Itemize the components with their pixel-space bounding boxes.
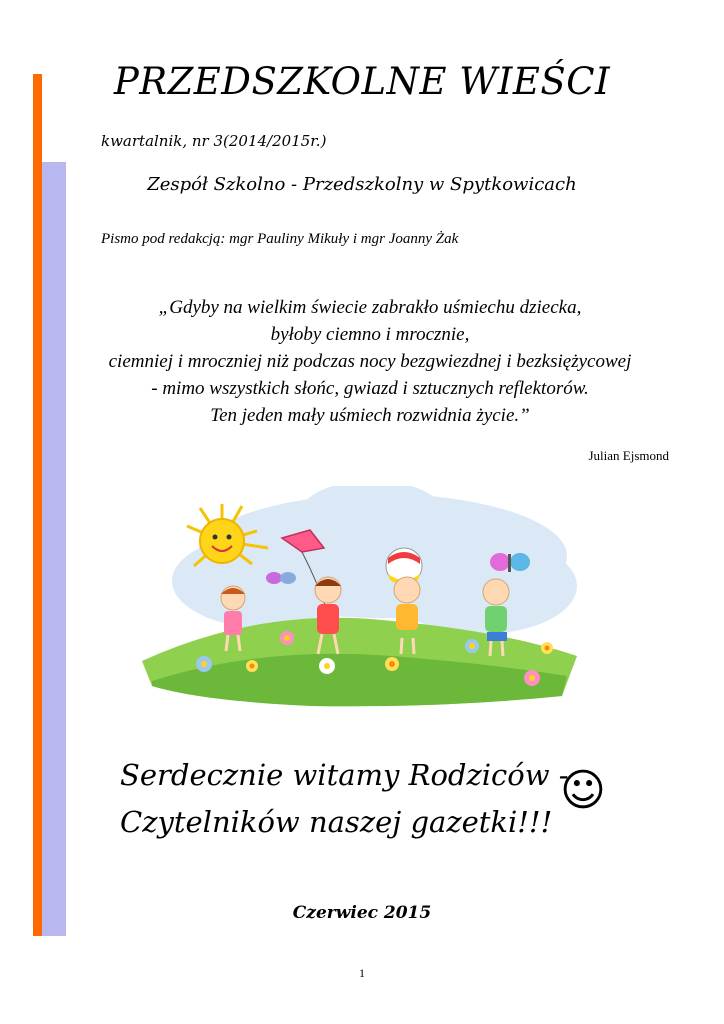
welcome-line: Czytelników naszej gazetki!!! — [120, 805, 553, 839]
welcome-message — [120, 752, 569, 846]
butterfly-icon — [490, 553, 530, 572]
lavender-side-bar — [42, 162, 66, 936]
issue-info: kwartalnik, nr 3(2014/2015r.) — [101, 132, 327, 150]
quote-author: Julian Ejsmond — [588, 448, 669, 463]
school-name: Zespół Szkolno - Przedszkolny w Spytkowicach — [147, 174, 577, 195]
quote-line: „Gdyby na wielkim świecie zabrakło uśmiechu dziecka, — [158, 297, 582, 318]
page-number: 1 — [359, 966, 365, 980]
orange-side-bar — [33, 74, 42, 936]
quote-line: byłoby ciemno i mrocznie, — [270, 324, 470, 345]
quote-line: Ten jeden mały uśmiech rozwidnia życie.” — [210, 405, 530, 426]
quote-block — [60, 294, 680, 429]
quote-line: ciemniej i mroczniej niż podczas nocy bezgwiezdnej i bezksiężycowej — [108, 351, 632, 372]
smiley-icon: ☺ — [560, 765, 606, 816]
quote-line: - mimo wszystkich słońc, gwiazd i sztucznych reflektorów. — [151, 378, 589, 399]
page-title: PRZEDSZKOLNE WIEŚCI — [113, 60, 611, 103]
issue-date: Czerwiec 2015 — [292, 903, 432, 923]
editors-line: Pismo pod redakcją: mgr Pauliny Mikuły i mgr Joanny Żak — [101, 231, 459, 247]
welcome-line: Serdecznie witamy Rodziców - — [120, 758, 569, 792]
children-playing-illustration — [142, 486, 582, 710]
